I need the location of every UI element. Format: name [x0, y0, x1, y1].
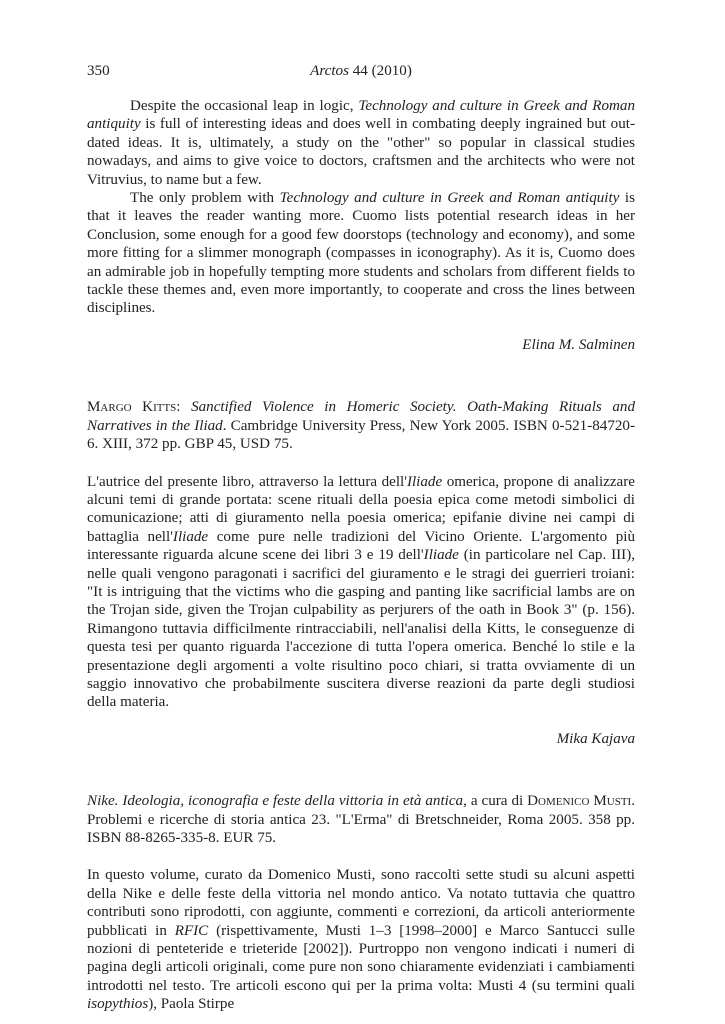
text-run: L'autrice del presente libro, attraverso la lettura dell'	[87, 473, 407, 490]
italic-term: isopythios	[87, 996, 149, 1013]
text-run: Despite the occasional leap in logic,	[130, 98, 359, 114]
text-run: ), Paola Stirpe	[148, 996, 235, 1013]
book-title: Technology and culture in Greek and Roman antiquity	[279, 190, 620, 207]
spacer	[87, 748, 635, 792]
book-title: Technology and culture in Greek and Roman antiquity	[87, 98, 635, 133]
spacer	[87, 712, 635, 730]
text-run: omerica, propone di analizzare alcuni temi di grande portata: scene rituali della poesia epica come metodi simbolici di comunicazione; atti di giuramento nella poesia omerica; epifanie divine nei campi di battaglia nell'	[87, 473, 635, 545]
book-title: Sanctified Violence in Homeric Society. Oath-Making Rituals and Narratives in the Iliad	[87, 399, 635, 434]
italic-term: RFIC	[174, 922, 209, 939]
running-head	[87, 62, 635, 82]
text-run: :	[176, 399, 192, 416]
spacer	[87, 847, 635, 866]
book-author: Margo Kitts	[87, 399, 177, 416]
publication-details: . Problemi e ricerche di storia antica 23. "L'Erma" di Bretschneider, Roma 2005. 358 pp. ISBN 88-8265-335-8. EUR 75.	[87, 793, 636, 846]
journal-title: Arctos	[310, 63, 349, 79]
page-number: 350	[87, 63, 110, 79]
book-editor: Domenico Musti	[527, 793, 632, 810]
text-run: The only problem with	[130, 190, 280, 207]
review2-body	[87, 473, 635, 712]
review1-signature: Elina M. Salminen	[522, 336, 635, 353]
italic-term: Iliade	[172, 528, 209, 545]
journal-volume: 44 (2010)	[348, 63, 412, 79]
text-run: (in particolare nel Cap. III), nelle quali vengono paragonati i sacrifici del giuramento e le stragi dei guerrieri troiani: "It is intriguing that the victims who die gasping and panting like sacrificial lambs are on the Trojan side, given the Trojan culpability as perjurers of the oath in Book 3" (p. 156). Rimangono tuttavia difficilmente rintracciabili, nell'analisi della Kitts, le conseguenze di questa tesi per quanto riguarda l'accezione di tutta l'opera omerica. Benché lo stile e la presentazione degli argomenti a volte risultino poco chiari, si tratta ovviamente di un saggio innovativo che probabilmente suscitera diverse reazioni da parte degli studiosi della materia.	[87, 547, 635, 711]
page-content	[87, 97, 635, 1014]
spacer	[87, 318, 635, 336]
text-run: is full of interesting ideas and does well in combating deeply ingrained but out-dated ideas. It is, ultimately, a study on the "other" so popular in classical studies nowadays, and aims to give voice to doctors, craftsmen and the architects who were not Vitruvius, to name but a few.	[87, 116, 635, 188]
review1-paragraph-1	[87, 97, 635, 189]
italic-term: Iliade	[423, 547, 459, 564]
publication-details: . Cambridge University Press, New York 2005. ISBN 0-521-84720-6. XIII, 372 pp. GBP 45, USD 75.	[87, 417, 635, 453]
text-run: come pure nelle tradizioni del Vicino Oriente. L'argomento più interessante riguarda alcune scene dei libri 3 e 19 dell'	[87, 528, 636, 564]
text-run: (rispettivamente, Musti 1–3 [1998–2000] e Marco Santucci sulle nozioni di penteteride e trieteride [2002]). Purtroppo non vengono indicati i numeri di pagina degli articoli originali, come pure non sono chiaramente evidenziati i cambiamenti introdotti nel testo. Tre articoli escono qui per la prima volta: Musti 4 (su termini quali	[87, 922, 635, 994]
review3-citation	[87, 792, 635, 847]
review2-signature: Mika Kajava	[556, 730, 635, 747]
text-run: In questo volume, curato da Domenico Musti, sono raccolti sette studi su alcuni aspetti della Nike e delle feste della vittoria nel mondo antico. Va notato tuttavia che quattro contributi sono riprodotti, con aggiunte, commenti e correzioni, da articoli anteriormente pubblicati in	[87, 867, 635, 939]
book-title: Nike. Ideologia, iconografia e feste della vittoria in età antica	[87, 793, 464, 810]
review3-body	[87, 866, 635, 1013]
italic-term: Iliade	[406, 473, 443, 490]
spacer	[87, 454, 635, 473]
review1-paragraph-2	[87, 189, 635, 318]
text-run: , a cura di	[463, 793, 528, 810]
review2-citation	[87, 398, 635, 453]
text-run: is that it leaves the reader wanting more. Cuomo lists potential research ideas in her Conclusion, some enough for a good few doorstops (technology and economy), and some more fitting for a slimmer monograph (compasses in iconography). As it is, Cuomo does an admirable job in hopefully tempting more students and scholars from different fields to tackle these themes and, even more importantly, to cooperate and cross the lines between disciplines.	[87, 190, 635, 317]
spacer	[87, 354, 635, 398]
journal-reference	[87, 62, 635, 80]
